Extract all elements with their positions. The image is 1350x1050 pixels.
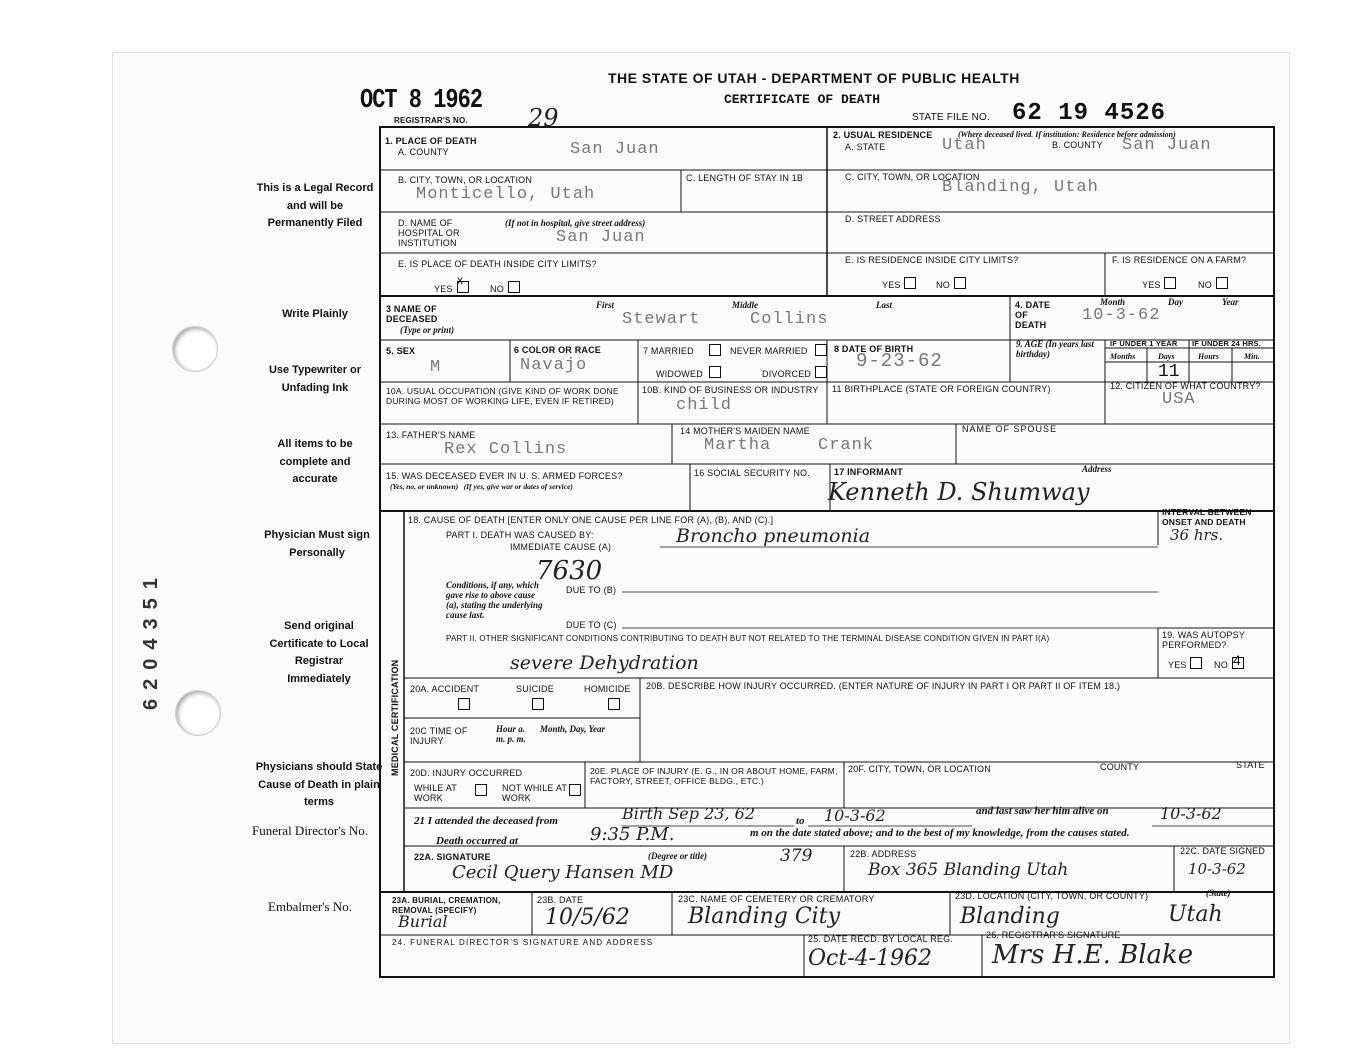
race-value: Navajo	[520, 356, 588, 375]
business-label: 10B. KIND OF BUSINESS OR INDUSTRY	[642, 385, 819, 395]
autopsy-no-mark: 4	[1233, 652, 1241, 668]
last-label: Last	[876, 300, 893, 310]
hours-label: Hours	[1198, 352, 1219, 361]
autopsy-label: 19. WAS AUTOPSY PERFORMED?	[1162, 630, 1245, 650]
sidebar-typewriter: Use Typewriter or Unfading Ink	[268, 364, 362, 394]
state-file-label: STATE FILE NO.	[912, 112, 990, 123]
location-value: Blanding	[960, 904, 1060, 929]
inside-city-no-checkbox[interactable]	[508, 281, 520, 293]
certificate-title: CERTIFICATE OF DEATH	[724, 92, 881, 107]
sidebar-physician-sign: Physician Must sign Personally	[264, 529, 370, 559]
degree-label: (Degree or title)	[648, 851, 707, 861]
farm-yes-label: YES	[1142, 280, 1161, 290]
cemetery-label: 23C. NAME OF CEMETERY OR CREMATORY	[678, 894, 875, 904]
widowed-label: WIDOWED	[656, 369, 703, 379]
divorced-label: DIVORCED	[762, 369, 812, 379]
sidebar-physician-cause: Physicians should State Cause of Death in plain terms	[255, 761, 383, 808]
month-day-year-label: Month, Day, Year	[540, 724, 606, 734]
citizen-label: 12. CITIZEN OF WHAT COUNTRY?	[1110, 381, 1261, 391]
place-of-injury-label: 20E. PLACE OF INJURY (E. G., IN OR ABOUT HOME, FARM, FACTORY, STREET, OFFICE BLDG., ETC.)	[590, 766, 838, 786]
to-label: to	[796, 815, 805, 827]
under-24-label: IF UNDER 24 HRS.	[1192, 339, 1262, 348]
date-signed-label: 22C. DATE SIGNED	[1180, 846, 1266, 856]
autopsy-yes-label: YES	[1168, 660, 1187, 670]
burial-date-value: 10/5/62	[545, 905, 630, 930]
attended-to-value: 10-3-62	[824, 806, 886, 825]
res-inside-no-label: NO	[936, 280, 950, 290]
attended-from-value: Birth Sep 23, 62	[622, 804, 755, 823]
farm-no-label: NO	[1198, 280, 1212, 290]
dod-year-label: Year	[1222, 297, 1239, 307]
burial-label: 23A. BURIAL, CREMATION, REMOVAL (SPECIFY)	[392, 896, 501, 915]
interval-value: 36 hrs.	[1170, 526, 1224, 544]
divorced-checkbox[interactable]	[815, 366, 827, 378]
res-county-value: San Juan	[1122, 136, 1212, 155]
registrar-signature: Mrs H.E. Blake	[992, 940, 1194, 970]
accident-checkbox[interactable]	[458, 698, 470, 710]
armed-forces-label: 15. WAS DECEASED EVER IN U. S. ARMED FORCES?	[386, 471, 623, 481]
address-22b-label: 22B. ADDRESS	[850, 849, 917, 859]
res-state-value: Utah	[942, 136, 987, 155]
city-label: B. CITY, TOWN, OR LOCATION	[398, 175, 533, 185]
res-inside-no-checkbox[interactable]	[954, 277, 966, 289]
interval-label: INTERVAL BETWEEN ONSET AND DEATH	[1162, 507, 1252, 527]
state-file-number: 62 19 4526	[1012, 100, 1167, 127]
father-label: 13. FATHER'S NAME	[386, 430, 476, 440]
date-of-death-value: 10-3-62	[1082, 306, 1161, 325]
conditions-label: Conditions, if any, which gave rise to above cause (a), stating the underlying cause last.	[446, 580, 543, 620]
res-inside-city-label: E. IS RESIDENCE INSIDE CITY LIMITS?	[845, 255, 1019, 265]
first-label: First	[596, 300, 615, 310]
dob-label: 8 DATE OF BIRTH	[834, 344, 914, 354]
hospital-note: (If not in hospital, give street address)	[505, 218, 646, 228]
sidebar-funeral: Funeral Director's No.	[251, 823, 369, 838]
armed-forces-note: (Yes, no, or unknown) (If yes, give war or dates of service)	[390, 482, 573, 491]
physician-signature: Cecil Query Hansen MD	[452, 862, 674, 883]
immediate-cause-value: Broncho pneumonia	[676, 525, 871, 547]
informant-address-label: Address	[1082, 464, 1112, 474]
res-county-label: B. COUNTY	[1052, 140, 1103, 150]
on-date-stated-label: m on the date stated above; and to the best of my knowledge, from the causes stated.	[750, 827, 1130, 839]
part2-value: severe Dehydration	[510, 652, 699, 674]
sex-value: M	[430, 358, 442, 377]
suicide-label: SUICIDE	[516, 684, 554, 694]
vertical-serial-number: 6204351	[140, 569, 162, 710]
age-label: 9. AGE (In years last birthday)	[1016, 339, 1094, 359]
mother-label: 14 MOTHER'S MAIDEN NAME	[680, 426, 810, 436]
received-stamp-date: OCT 8 1962	[360, 85, 483, 116]
age-days-value: 11	[1158, 362, 1180, 382]
widowed-checkbox[interactable]	[709, 366, 721, 378]
signature-label: 22A. SIGNATURE	[414, 852, 491, 862]
days-label: Days	[1158, 352, 1175, 361]
never-married-checkbox[interactable]	[815, 344, 827, 356]
autopsy-no-label: NO	[1214, 660, 1228, 670]
hour-ampm-label: Hour a. m. p. m.	[496, 724, 526, 744]
registrar-no-label: REGISTRAR'S NO.	[394, 116, 468, 125]
injury-county-label: COUNTY	[1100, 762, 1140, 772]
cemetery-value: Blanding City	[688, 904, 840, 929]
date-recd-label: 25. DATE RECD. BY LOCAL REG.	[808, 934, 953, 944]
sidebar-complete: All items to be complete and accurate	[277, 438, 353, 485]
farm-no-checkbox[interactable]	[1216, 277, 1228, 289]
describe-injury-label: 20B. DESCRIBE HOW INJURY OCCURRED. (ENTER NATURE OF INJURY IN PART I OR PART II OF ITEM 18.)	[646, 681, 1121, 691]
middle-name-value: Collins	[750, 310, 829, 329]
middle-label: Middle	[732, 300, 758, 310]
registrar-no-value: 29	[528, 104, 559, 132]
married-label: 7 MARRIED	[643, 346, 694, 356]
length-stay-label: C. LENGTH OF STAY IN 1B	[686, 173, 804, 183]
first-name-value: Stewart	[622, 310, 701, 329]
code-number: 7630	[536, 556, 603, 586]
injury-state-label: STATE	[1236, 760, 1265, 770]
sidebar-embalmer: Embalmer's No.	[268, 899, 352, 914]
hospital-value: San Juan	[556, 228, 646, 247]
ssn-label: 16 SOCIAL SECURITY NO.	[694, 468, 810, 478]
state-23-label: (State)	[1206, 888, 1231, 898]
last-saw-value: 10-3-62	[1160, 804, 1222, 823]
medical-cert-label: MEDICAL CERTIFICATION	[390, 659, 400, 776]
dob-value: 9-23-62	[856, 350, 943, 372]
homicide-label: HOMICIDE	[584, 684, 631, 694]
mother-last-value: Crank	[818, 436, 875, 455]
last-saw-label: and last saw her him alive on	[976, 805, 1109, 817]
married-checkbox[interactable]	[709, 344, 721, 356]
injury-occurred-label: 20D. INJURY OCCURRED	[410, 768, 523, 778]
attended-label: 21 I attended the deceased from	[414, 815, 558, 827]
sex-label: 5. SEX	[386, 346, 416, 356]
never-married-label: NEVER MARRIED	[730, 346, 808, 356]
city-value: Monticello, Utah	[416, 185, 596, 204]
death-time-value: 9:35 P.M.	[590, 824, 675, 845]
date-23b-label: 23B. DATE	[537, 895, 584, 905]
mother-first-value: Martha	[704, 436, 772, 455]
type-or-print-label: (Type or print)	[400, 325, 455, 335]
agency-heading: THE STATE OF UTAH - DEPARTMENT OF PUBLIC HEALTH	[608, 70, 1020, 86]
part2-label: PART II. OTHER SIGNIFICANT CONDITIONS CONTRIBUTING TO DEATH BUT NOT RELATED TO THE TERMINAL DISEASE CONDITION GIVEN IN PART I(A)	[446, 634, 1050, 643]
res-city-label: C. CITY, TOWN, OR LOCATION	[845, 172, 980, 182]
accident-label: 20A. ACCIDENT	[410, 684, 480, 694]
burial-value: Burial	[398, 912, 448, 931]
inside-city-no-label: NO	[490, 284, 504, 294]
res-inside-yes-checkbox[interactable]	[904, 277, 916, 289]
res-city-value: Blanding, Utah	[942, 178, 1099, 197]
county-label: A. COUNTY	[398, 147, 449, 157]
date-signed-value: 10-3-62	[1188, 860, 1246, 878]
dod-day-label: Day	[1168, 297, 1183, 307]
informant-signature: Kenneth D. Shumway	[828, 478, 1090, 506]
state-value: Utah	[1168, 902, 1223, 927]
death-occurred-label: Death occurred at	[436, 835, 518, 847]
spouse-label: NAME OF SPOUSE	[962, 424, 1058, 434]
sidebar-send: Send original Certificate to Local Registrar Immediately	[269, 620, 369, 685]
informant-label: 17 INFORMANT	[834, 467, 903, 477]
date-recd-value: Oct-4-1962	[808, 946, 933, 971]
due-to-c-label: DUE TO (C)	[566, 620, 617, 630]
citizen-value: USA	[1162, 390, 1196, 409]
farm-label: F. IS RESIDENCE ON A FARM?	[1112, 255, 1247, 265]
place-of-death-label: 1. PLACE OF DEATH	[385, 136, 477, 146]
name-deceased-label: 3 NAME OF DECEASED	[386, 304, 438, 324]
business-value: child	[676, 396, 733, 415]
months-label: Months	[1110, 352, 1136, 361]
suicide-checkbox[interactable]	[532, 698, 544, 710]
autopsy-yes-checkbox[interactable]	[1190, 657, 1202, 669]
res-inside-yes-label: YES	[882, 280, 901, 290]
registrar-sig-label: 26. REGISTRAR'S SIGNATURE	[986, 930, 1121, 940]
usual-residence-note: (Where deceased lived. If institution: Residence before admission)	[958, 130, 1176, 139]
funeral-sig-label: 24. FUNERAL DIRECTOR'S SIGNATURE AND ADDRESS	[392, 938, 654, 947]
cause-of-death-label: 18. CAUSE OF DEATH [ENTER ONLY ONE CAUSE PER LINE FOR (A), (B), AND (C).]	[408, 515, 774, 525]
inside-city-yes-label: YES	[434, 284, 453, 294]
street-label: D. STREET ADDRESS	[845, 214, 941, 224]
race-label: 6 COLOR OR RACE	[514, 345, 602, 355]
farm-yes-checkbox[interactable]	[1164, 277, 1176, 289]
degree-number-value: 379	[780, 846, 813, 866]
dod-month-label: Month	[1100, 297, 1126, 307]
due-to-b-label: DUE TO (B)	[566, 585, 617, 595]
birthplace-label: 11 BIRTHPLACE (STATE OR FOREIGN COUNTRY)	[832, 384, 1051, 394]
father-value: Rex Collins	[444, 440, 568, 459]
occupation-label: 10A. USUAL OCCUPATION (GIVE KIND OF WORK DONE DURING MOST OF WORKING LIFE, EVEN IF RETIRED)	[386, 386, 619, 406]
while-at-work-label: WHILE AT WORK	[414, 783, 457, 803]
injury-city-label: 20F. CITY, TOWN, OR LOCATION	[848, 764, 991, 774]
immediate-cause-label: IMMEDIATE CAUSE (A)	[510, 542, 612, 552]
sidebar-write: Write Plainly	[282, 308, 348, 320]
physician-address-value: Box 365 Blanding Utah	[868, 860, 1069, 880]
sidebar-legal: This is a Legal Record and will be Permanently Filed	[256, 182, 374, 229]
inside-city-label: E. IS PLACE OF DEATH INSIDE CITY LIMITS?	[398, 259, 597, 269]
homicide-checkbox[interactable]	[608, 698, 620, 710]
usual-residence-label: 2. USUAL RESIDENCE	[833, 130, 933, 140]
hospital-label: D. NAME OF HOSPITAL OR INSTITUTION	[398, 218, 460, 248]
res-state-label: A. STATE	[845, 142, 886, 152]
not-while-at-work-label: NOT WHILE AT WORK	[502, 783, 567, 803]
part1-label: PART I. DEATH WAS CAUSED BY:	[446, 530, 594, 540]
county-value: San Juan	[570, 140, 660, 159]
time-of-injury-label: 20C TIME OF INJURY	[410, 726, 468, 746]
location-23d-label: 23D. LOCATION (CITY, TOWN, OR COUNTY)	[955, 891, 1149, 901]
not-while-at-work-checkbox[interactable]	[569, 784, 581, 796]
min-label: Min.	[1244, 352, 1260, 361]
while-at-work-checkbox[interactable]	[475, 784, 487, 796]
under-1-year-label: IF UNDER 1 YEAR	[1110, 339, 1178, 348]
date-of-death-label: 4. DATE OF DEATH	[1015, 300, 1051, 330]
inside-city-yes-mark: x	[457, 273, 463, 287]
